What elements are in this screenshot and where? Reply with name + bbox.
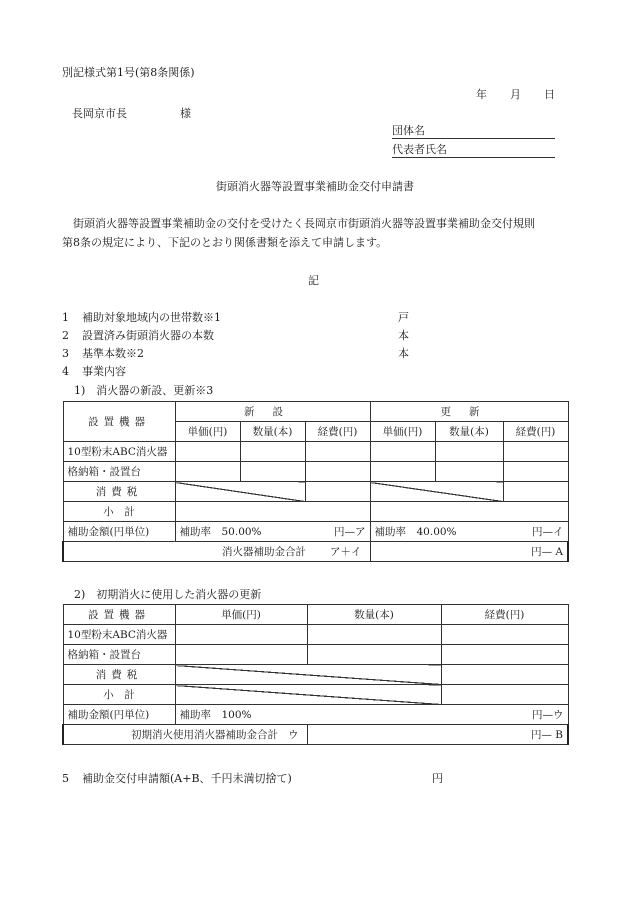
rep-name-field[interactable] — [392, 143, 555, 158]
item-4-num: 4 — [62, 365, 69, 378]
s1-group-new: 新設 — [175, 402, 370, 422]
s1-new-cost-header: 経費(円) — [305, 422, 370, 442]
s2-rate-unit: 円—ウ — [532, 709, 564, 721]
date-year: 年 — [476, 88, 487, 101]
item-5-label: 補助金交付申請額(A+B、千円未満切捨て) — [82, 772, 292, 785]
honorific: 様 — [180, 107, 191, 120]
s1-new-cab-cost-cell[interactable] — [305, 462, 370, 482]
s1-new-ext-cost-cell[interactable] — [305, 442, 370, 462]
s2-row-cabinet-label: 格納箱・設置台 — [63, 645, 175, 665]
s2-total-label: 初期消火使用消火器補助金合計 — [131, 729, 278, 741]
item-1-num: 1 — [62, 311, 69, 324]
s1-row-cabinet-label: 格納箱・設置台 — [63, 462, 175, 482]
s2-total-label-cell — [63, 725, 307, 745]
s2-row-extinguisher-label: 10型粉末ABC消火器 — [63, 625, 175, 645]
s1-total-label: 消火器補助金合計 — [222, 546, 306, 558]
s2-ext-cost-cell[interactable] — [441, 625, 568, 645]
s1-renew-cost-header: 経費(円) — [503, 422, 568, 442]
s1-renew-cab-quantity-cell[interactable] — [435, 462, 503, 482]
org-name-field[interactable] — [392, 124, 555, 139]
section-2-heading: 2) 初期消火に使用した消火器の更新 — [74, 588, 262, 601]
s1-new-ext-quantity-cell[interactable] — [240, 442, 305, 462]
intro-line-2: 第8条の規定により、下記のとおり関係書類を添えて申請します。 — [62, 236, 388, 249]
item-3-num: 3 — [62, 347, 69, 360]
section-1-table — [62, 401, 569, 562]
item-4-label: 事業内容 — [82, 365, 126, 378]
item-5-unit: 円 — [432, 772, 443, 785]
s2-row-tax-label: 消費税 — [63, 665, 175, 685]
document-title: 街頭消火器等設置事業補助金交付申請書 — [216, 180, 414, 193]
s2-unit-price-header: 単価(円) — [175, 605, 307, 625]
form-label: 別記様式第1号(第8条関係) — [62, 66, 195, 79]
s2-ext-quantity-cell[interactable] — [307, 625, 441, 645]
section-1-heading: 1) 消火器の新設、更新※3 — [74, 384, 214, 397]
s1-group-renew: 更新 — [370, 402, 568, 422]
s1-renew-unit: 円—イ — [532, 526, 564, 538]
s1-total-unit: 円— A — [531, 546, 563, 558]
s1-renew-subsidy-cell[interactable] — [370, 522, 568, 542]
ki-marker: 記 — [308, 274, 319, 287]
rep-name-label: 代表者氏名 — [392, 143, 447, 156]
s2-subtotal-cell[interactable] — [441, 685, 568, 705]
item-2-num: 2 — [62, 329, 69, 342]
org-name-label: 団体名 — [392, 124, 425, 137]
s2-total-cell[interactable] — [307, 725, 568, 745]
s2-subsidy-cell[interactable] — [175, 705, 568, 725]
s1-row-subsidy-label: 補助金額(円単位) — [63, 522, 175, 542]
s1-new-rate: 補助率 50.00% — [179, 526, 262, 538]
s2-col-equipment: 設置機器 — [63, 605, 175, 625]
item-2-label: 設置済み街頭消火器の本数 — [82, 329, 214, 342]
s2-rate: 補助率 100% — [179, 709, 252, 721]
s1-new-subtotal-cell[interactable] — [175, 502, 370, 522]
s1-row-subtotal-label: 小 計 — [63, 502, 175, 522]
s2-cab-quantity-cell[interactable] — [307, 645, 441, 665]
s1-row-tax-label: 消費税 — [63, 482, 175, 502]
date-day: 日 — [544, 88, 555, 101]
s1-new-unit-price-header: 単価(円) — [175, 422, 240, 442]
s1-renew-rate: 補助率 40.00% — [374, 526, 457, 538]
s1-new-unit: 円—ア — [334, 526, 366, 538]
date-month: 月 — [510, 88, 521, 101]
s1-renew-tax-diagonal — [370, 482, 503, 502]
section-2-table — [62, 604, 569, 745]
s1-renew-ext-quantity-cell[interactable] — [435, 442, 503, 462]
s2-total-unit: 円— B — [530, 729, 563, 741]
item-5-num: 5 — [62, 772, 69, 785]
s1-renew-cab-cost-cell[interactable] — [503, 462, 568, 482]
item-2-unit: 本 — [398, 329, 409, 342]
s2-total-formula: ウ — [288, 729, 299, 741]
s2-cab-cost-cell[interactable] — [441, 645, 568, 665]
s1-renew-ext-cost-cell[interactable] — [503, 442, 568, 462]
s1-new-subsidy-cell[interactable] — [175, 522, 370, 542]
s2-quantity-header: 数量(本) — [307, 605, 441, 625]
s2-tax-cell[interactable] — [441, 665, 568, 685]
s1-new-ext-unit-price-cell[interactable] — [175, 442, 240, 462]
s1-total-label-cell — [63, 542, 370, 562]
s1-total-cell[interactable] — [370, 542, 568, 562]
s1-renew-cab-unit-price-cell[interactable] — [370, 462, 435, 482]
s1-renew-tax-cell[interactable] — [503, 482, 568, 502]
item-3-unit: 本 — [398, 347, 409, 360]
s2-tax-diagonal — [175, 665, 441, 685]
s1-col-equipment: 設置機器 — [63, 402, 175, 442]
s1-new-tax-cell[interactable] — [305, 482, 370, 502]
s1-renew-unit-price-header: 単価(円) — [370, 422, 435, 442]
item-1-unit: 戸 — [398, 311, 409, 324]
item-1-label: 補助対象地域内の世帯数※1 — [82, 311, 221, 324]
s1-new-cab-quantity-cell[interactable] — [240, 462, 305, 482]
s2-ext-unit-price-cell[interactable] — [175, 625, 307, 645]
s1-row-extinguisher-label: 10型粉末ABC消火器 — [63, 442, 175, 462]
s2-cab-unit-price-cell[interactable] — [175, 645, 307, 665]
s1-total-formula: ア＋イ — [330, 546, 362, 558]
s1-new-cab-unit-price-cell[interactable] — [175, 462, 240, 482]
item-3-label: 基準本数※2 — [82, 347, 144, 360]
s2-subtotal-diagonal — [175, 685, 441, 705]
s1-renew-ext-unit-price-cell[interactable] — [370, 442, 435, 462]
s2-cost-header: 経費(円) — [441, 605, 568, 625]
s2-row-subtotal-label: 小 計 — [63, 685, 175, 705]
s2-row-subsidy-label: 補助金額(円単位) — [63, 705, 175, 725]
intro-line-1: 街頭消火器等設置事業補助金の交付を受けたく長岡京市街頭消火器等設置事業補助金交付規則 — [73, 217, 535, 230]
s1-renew-quantity-header: 数量(本) — [435, 422, 503, 442]
s1-renew-subtotal-cell[interactable] — [370, 502, 568, 522]
s1-new-tax-diagonal — [175, 482, 305, 502]
addressee: 長岡京市長 — [72, 107, 127, 120]
s1-new-quantity-header: 数量(本) — [240, 422, 305, 442]
